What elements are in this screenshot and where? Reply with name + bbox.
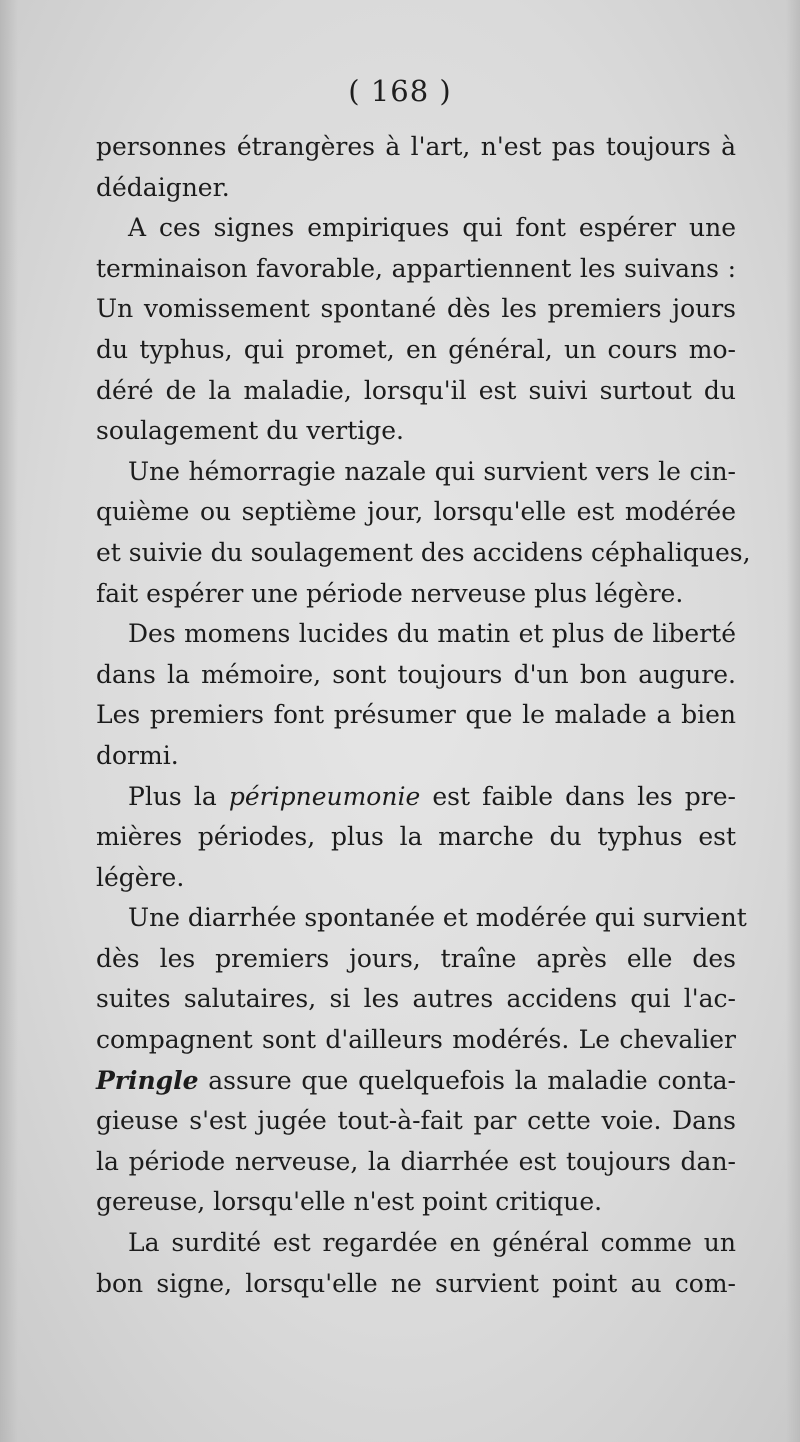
text-line: Des momens lucides du matin et plus de liberté (128, 619, 736, 649)
text-line: terminaison favorable, appartiennent les suivans : (96, 253, 736, 283)
text-line: la période nerveuse, la diarrhée est toujours dan- (96, 1146, 736, 1176)
text-line: A ces signes empiriques qui font espérer une (128, 213, 736, 243)
text-line: dédaigner. (96, 172, 230, 202)
page-left-shadow (0, 0, 18, 1442)
text-line: personnes étrangères à l'art, n'est pas toujours à (96, 132, 736, 161)
text-line: Un vomissement spontané dès les premiers jours (96, 294, 736, 324)
body-text (96, 127, 751, 1304)
text-line: déré de la maladie, lorsqu'il est suivi surtout du (96, 375, 736, 405)
text-line: et suivie du soulagement des accidens céphaliques, (96, 537, 751, 567)
text-fragment: est faible dans les pre- (432, 781, 736, 811)
text-line-with-italic (96, 777, 736, 818)
text-line: dans la mémoire, sont toujours d'un bon augure. (96, 659, 736, 689)
text-line: gieuse s'est jugée tout-à-fait par cette voie. Dans (96, 1106, 736, 1136)
text-line: La surdité est regardée en général comme un (128, 1228, 736, 1258)
text-fragment: Plus la (128, 781, 217, 811)
text-line: soulagement du vertige. (96, 416, 404, 446)
text-line: Les premiers font présumer que le malade a bien (96, 700, 736, 730)
text-line: du typhus, qui promet, en général, un cours mo- (96, 334, 736, 364)
italic-name: Pringle (96, 1065, 199, 1095)
text-line: gereuse, lorsqu'elle n'est point critique. (96, 1187, 603, 1217)
text-line-with-italic (96, 1061, 736, 1102)
text-line: dès les premiers jours, traîne après elle des (96, 943, 736, 973)
text-line: compagnent sont d'ailleurs modérés. Le chevalier (96, 1025, 736, 1055)
text-line: quième ou septième jour, lorsqu'elle est modérée (96, 497, 736, 527)
text-line: Une hémorragie nazale qui survient vers le cin- (128, 456, 736, 486)
text-line: mières périodes, plus la marche du typhus est (96, 822, 736, 852)
italic-term: péripneumonie (228, 781, 421, 811)
page-right-shadow (786, 0, 800, 1442)
page-number: ( 168 ) (348, 74, 452, 108)
text-line: légère. (96, 862, 185, 892)
text-line: dormi. (96, 740, 179, 770)
text-line: fait espérer une période nerveuse plus légère. (96, 578, 684, 608)
text-line: Une diarrhée spontanée et modérée qui survient (128, 903, 747, 933)
text-fragment: assure que quelquefois la maladie conta- (208, 1065, 736, 1095)
text-line: bon signe, lorsqu'elle ne survient point au com- (96, 1268, 736, 1298)
text-line: suites salutaires, si les autres accidens qui l'ac- (96, 984, 736, 1014)
